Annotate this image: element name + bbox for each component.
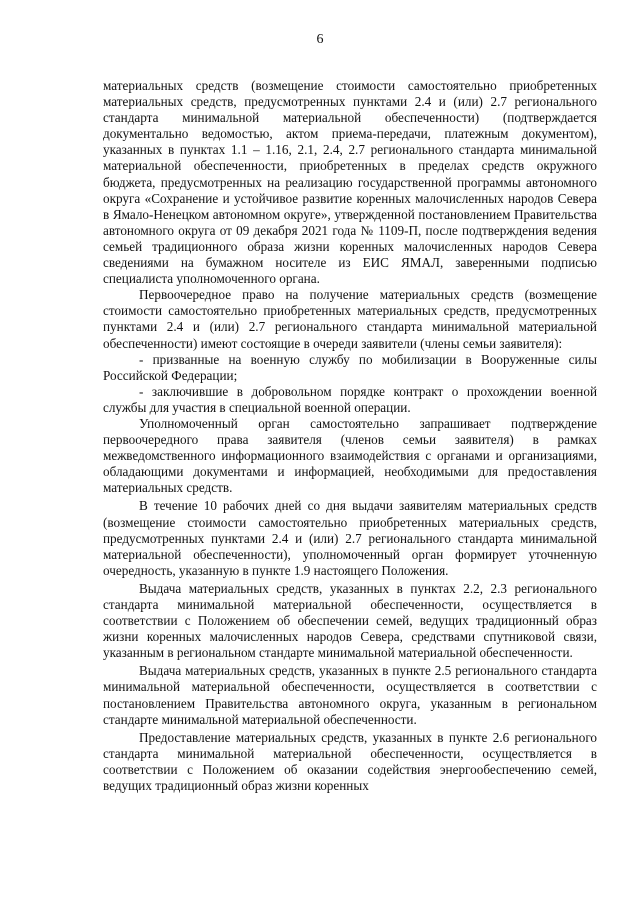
paragraph-item-2-5: Выдача материальных средств, указанных в пункте 2.5 регионального стандарта минимальной материальной обеспеченности, осуществляется в соответствии с постановлением Правительства автономного округа, указанным в региональном стандарте минимальной материальной обеспеченности. bbox=[103, 663, 597, 727]
list-item-mobilized: - призванные на военную службу по мобилизации в Вооруженные силы Российской Федерации; bbox=[103, 351, 597, 383]
paragraph-interagency-request: Уполномоченный орган самостоятельно запрашивает подтверждение первоочередного права заявителя (членов семьи заявителя) в рамках межведомственного информационного взаимодействия с органами и организациями, обладающими документами и информацией, необходимыми для предоставления материальных средств. bbox=[103, 415, 597, 496]
paragraph-continuation: материальных средств (возмещение стоимости самостоятельно приобретенных материальных средств, предусмотренных пунктами 2.4 и (или) 2.7 регионального стандарта минимальной материальной обеспеченности) (подтверждается документально ведомостью, актом приема-передачи, платежным документом), указанных в пунктах 1.1 – 1.16, 2.1, 2.4, 2.7 регионального стандарта минимальной материальной обеспеченности, приобретенных в пределах средств окружного бюджета, предусмотренных на реализацию государственной программы автономного округа «Сохранение и устойчивое развитие коренных малочисленных народов Севера в Ямало-Ненецком автономном округе», утвержденной постановлением Правительства автономного округа от 09 декабря 2021 года № 1109-П, после подтверждения ведения семьей традиционного образа жизни коренных малочисленных народов Севера сведениями на бумажном носителе из ЕИС ЯМАЛ, заверенными подписью специалиста уполномоченного органа. bbox=[103, 78, 597, 287]
list-item-contract: - заключившие в добровольном порядке контракт о прохождении военной службы для участия в специальной военной операции. bbox=[103, 383, 597, 415]
paragraph-queue-update: В течение 10 рабочих дней со дня выдачи заявителям материальных средств (возмещение стоимости самостоятельно приобретенных материальных средств, предусмотренных пунктами 2.4 и (или) 2.7 регионального стандарта минимальной материальной обеспеченности), уполномоченный орган формирует уточненную очередность, указанную в пункте 1.9 настоящего Положения. bbox=[103, 498, 597, 578]
paragraph-item-2-6: Предоставление материальных средств, указанных в пункте 2.6 регионального стандарта минимальной материальной обеспеченности, осуществляется в соответствии с Положением об оказании содействия энергообеспечению семей, ведущих традиционный образ жизни коренных bbox=[103, 729, 597, 794]
page-number: 6 bbox=[316, 32, 324, 47]
body-text bbox=[103, 78, 597, 794]
paragraph-priority-right: Первоочередное право на получение материальных средств (возмещение стоимости самостоятельно приобретенных материальных средств, предусмотренных пунктами 2.4 и (или) 2.7 регионального стандарта минимальной материальной обеспеченности) имеют состоящие в очереди заявители (члены семьи заявителя): bbox=[103, 287, 597, 351]
paragraph-satellite-communication: Выдача материальных средств, указанных в пунктах 2.2, 2.3 регионального стандарта минимальной материальной обеспеченности, осуществляется в соответствии с Положением об обеспечении семей, ведущих традиционный образ жизни коренных малочисленных народов Севера, средствами спутниковой связи, указанным в региональном стандарте минимальной материальной обеспеченности. bbox=[103, 580, 597, 661]
